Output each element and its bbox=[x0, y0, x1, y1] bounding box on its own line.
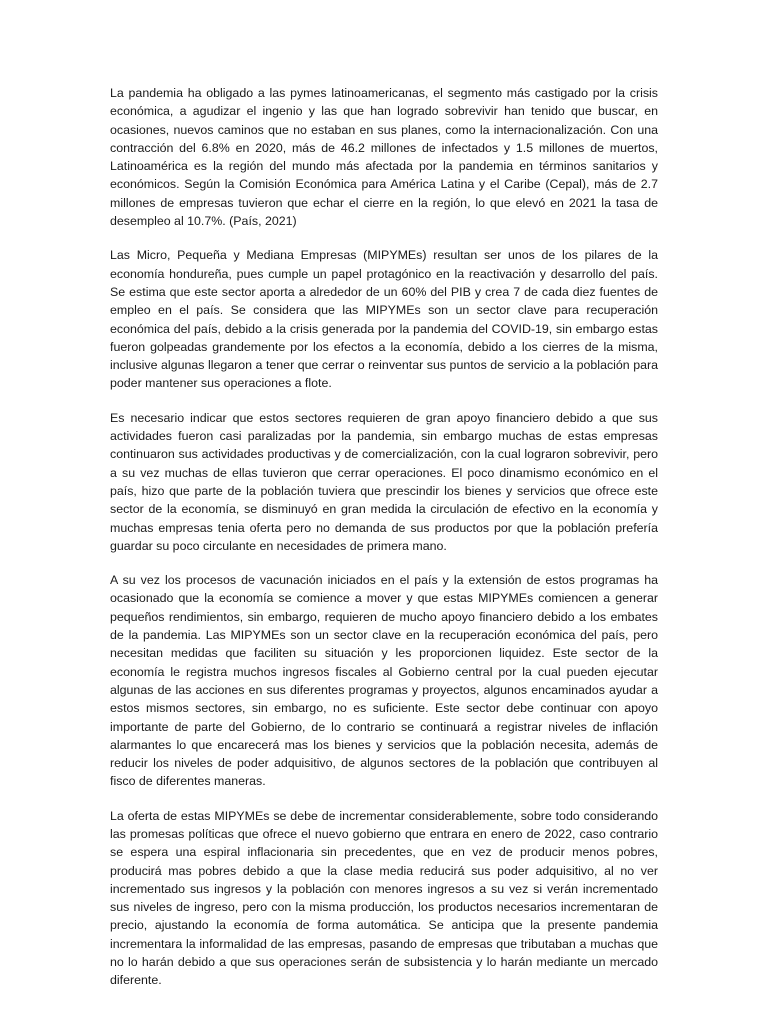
paragraph-1: La pandemia ha obligado a las pymes latinoamericanas, el segmento más castigado por la crisis económica, a agudizar el ingenio y las que han logrado sobrevivir han tenido que buscar, en ocasiones, nuevos caminos que no estaban en sus planes, como la internacionalización. Con una contracción del 6.8% en 2020, más de 46.2 millones de infectados y 1.5 millones de muertos, Latinoamérica es la región del mundo más afectada por la pandemia en términos sanitarios y económicos. Según la Comisión Económica para América Latina y el Caribe (Cepal), más de 2.7 millones de empresas tuvieron que echar el cierre en la región, lo que elevó en 2021 la tasa de desempleo al 10.7%. (País, 2021) bbox=[110, 86, 658, 229]
paragraph-5: La oferta de estas MIPYMEs se debe de incrementar considerablemente, sobre todo considerando las promesas políticas que ofrece el nuevo gobierno que entrara en enero de 2022, caso contrario se espera una espiral inflacionaria sin precedentes, que en vez de producir menos pobres, producirá mas pobres debido a que la clase media reducirá sus poder adquisitivo, al no ver incrementado sus ingresos y la población con menores ingresos a su vez si verán incrementado sus niveles de ingreso, pero con la misma producción, los productos necesarios incrementaran de precio, ajustando la economía de forma automática. Se anticipa que la presente pandemia incrementara la informalidad de las empresas, pasando de empresas que tributaban a muchas que no lo harán debido a que sus operaciones serán de subsistencia y lo harán mediante un mercado diferente. bbox=[110, 808, 658, 988]
paragraph-2: Las Micro, Pequeña y Mediana Empresas (MIPYMEs) resultan ser unos de los pilares de la economía hondureña, pues cumple un papel protagónico en la reactivación y desarrollo del país. Se estima que este sector aporta a alrededor de un 60% del PIB y crea 7 de cada diez fuentes de empleo en el país. Se considera que las MIPYMEs son un sector clave para recuperación económica del país, debido a la crisis generada por la pandemia del COVID-19, sin embargo estas fueron golpeadas grandemente por los efectos a la economía, debido a los cierres de la misma, inclusive algunas llegaron a tener que cerrar o reinventar sus puntos de servicio a la población para poder mantener sus operaciones a flote. bbox=[110, 248, 658, 391]
paragraph-4: A su vez los procesos de vacunación iniciados en el país y la extensión de estos programas ha ocasionado que la economía se comience a mover y que estas MIPYMEs comiencen a generar pequeños rendimientos, sin embargo, requieren de mucho apoyo financiero debido a los embates de la pandemia. Las MIPYMEs son un sector clave en la recuperación económica del país, pero necesitan medidas que faciliten su situación y les proporcionen liquidez. Este sector de la economía le registra muchos ingresos fiscales al Gobierno central por la cual pueden ejecutar algunas de las acciones en sus diferentes programas y proyectos, algunos encaminados ayudar a estos mismos sectores, sin embargo, no es suficiente. Este sector debe continuar con apoyo importante de parte del Gobierno, de lo contrario se continuará a registrar niveles de inflación alarmantes lo que encarecerá mas los bienes y servicios que la población necesita, además de reducir los niveles de poder adquisitivo, de algunos sectores de la población que contribuyen al fisco de diferentes maneras. bbox=[110, 573, 658, 789]
paragraph-3: Es necesario indicar que estos sectores requieren de gran apoyo financiero debido a que sus actividades fueron casi paralizadas por la pandemia, sin embargo muchas de estas empresas continuaron sus actividades productivas y de comercialización, con la cual lograron sobrevivir, pero a su vez muchas de ellas tuvieron que cerrar operaciones. El poco dinamismo económico en el país, hizo que parte de la población tuviera que prescindir los bienes y servicios que ofrece este sector de la economía, se disminuyó en gran medida la circulación de efectivo en la economía y muchas empresas tenia oferta pero no demanda de sus productos por que la población prefería guardar su poco circulante en necesidades de primera mano. bbox=[110, 410, 658, 553]
document-page bbox=[110, 84, 658, 1006]
